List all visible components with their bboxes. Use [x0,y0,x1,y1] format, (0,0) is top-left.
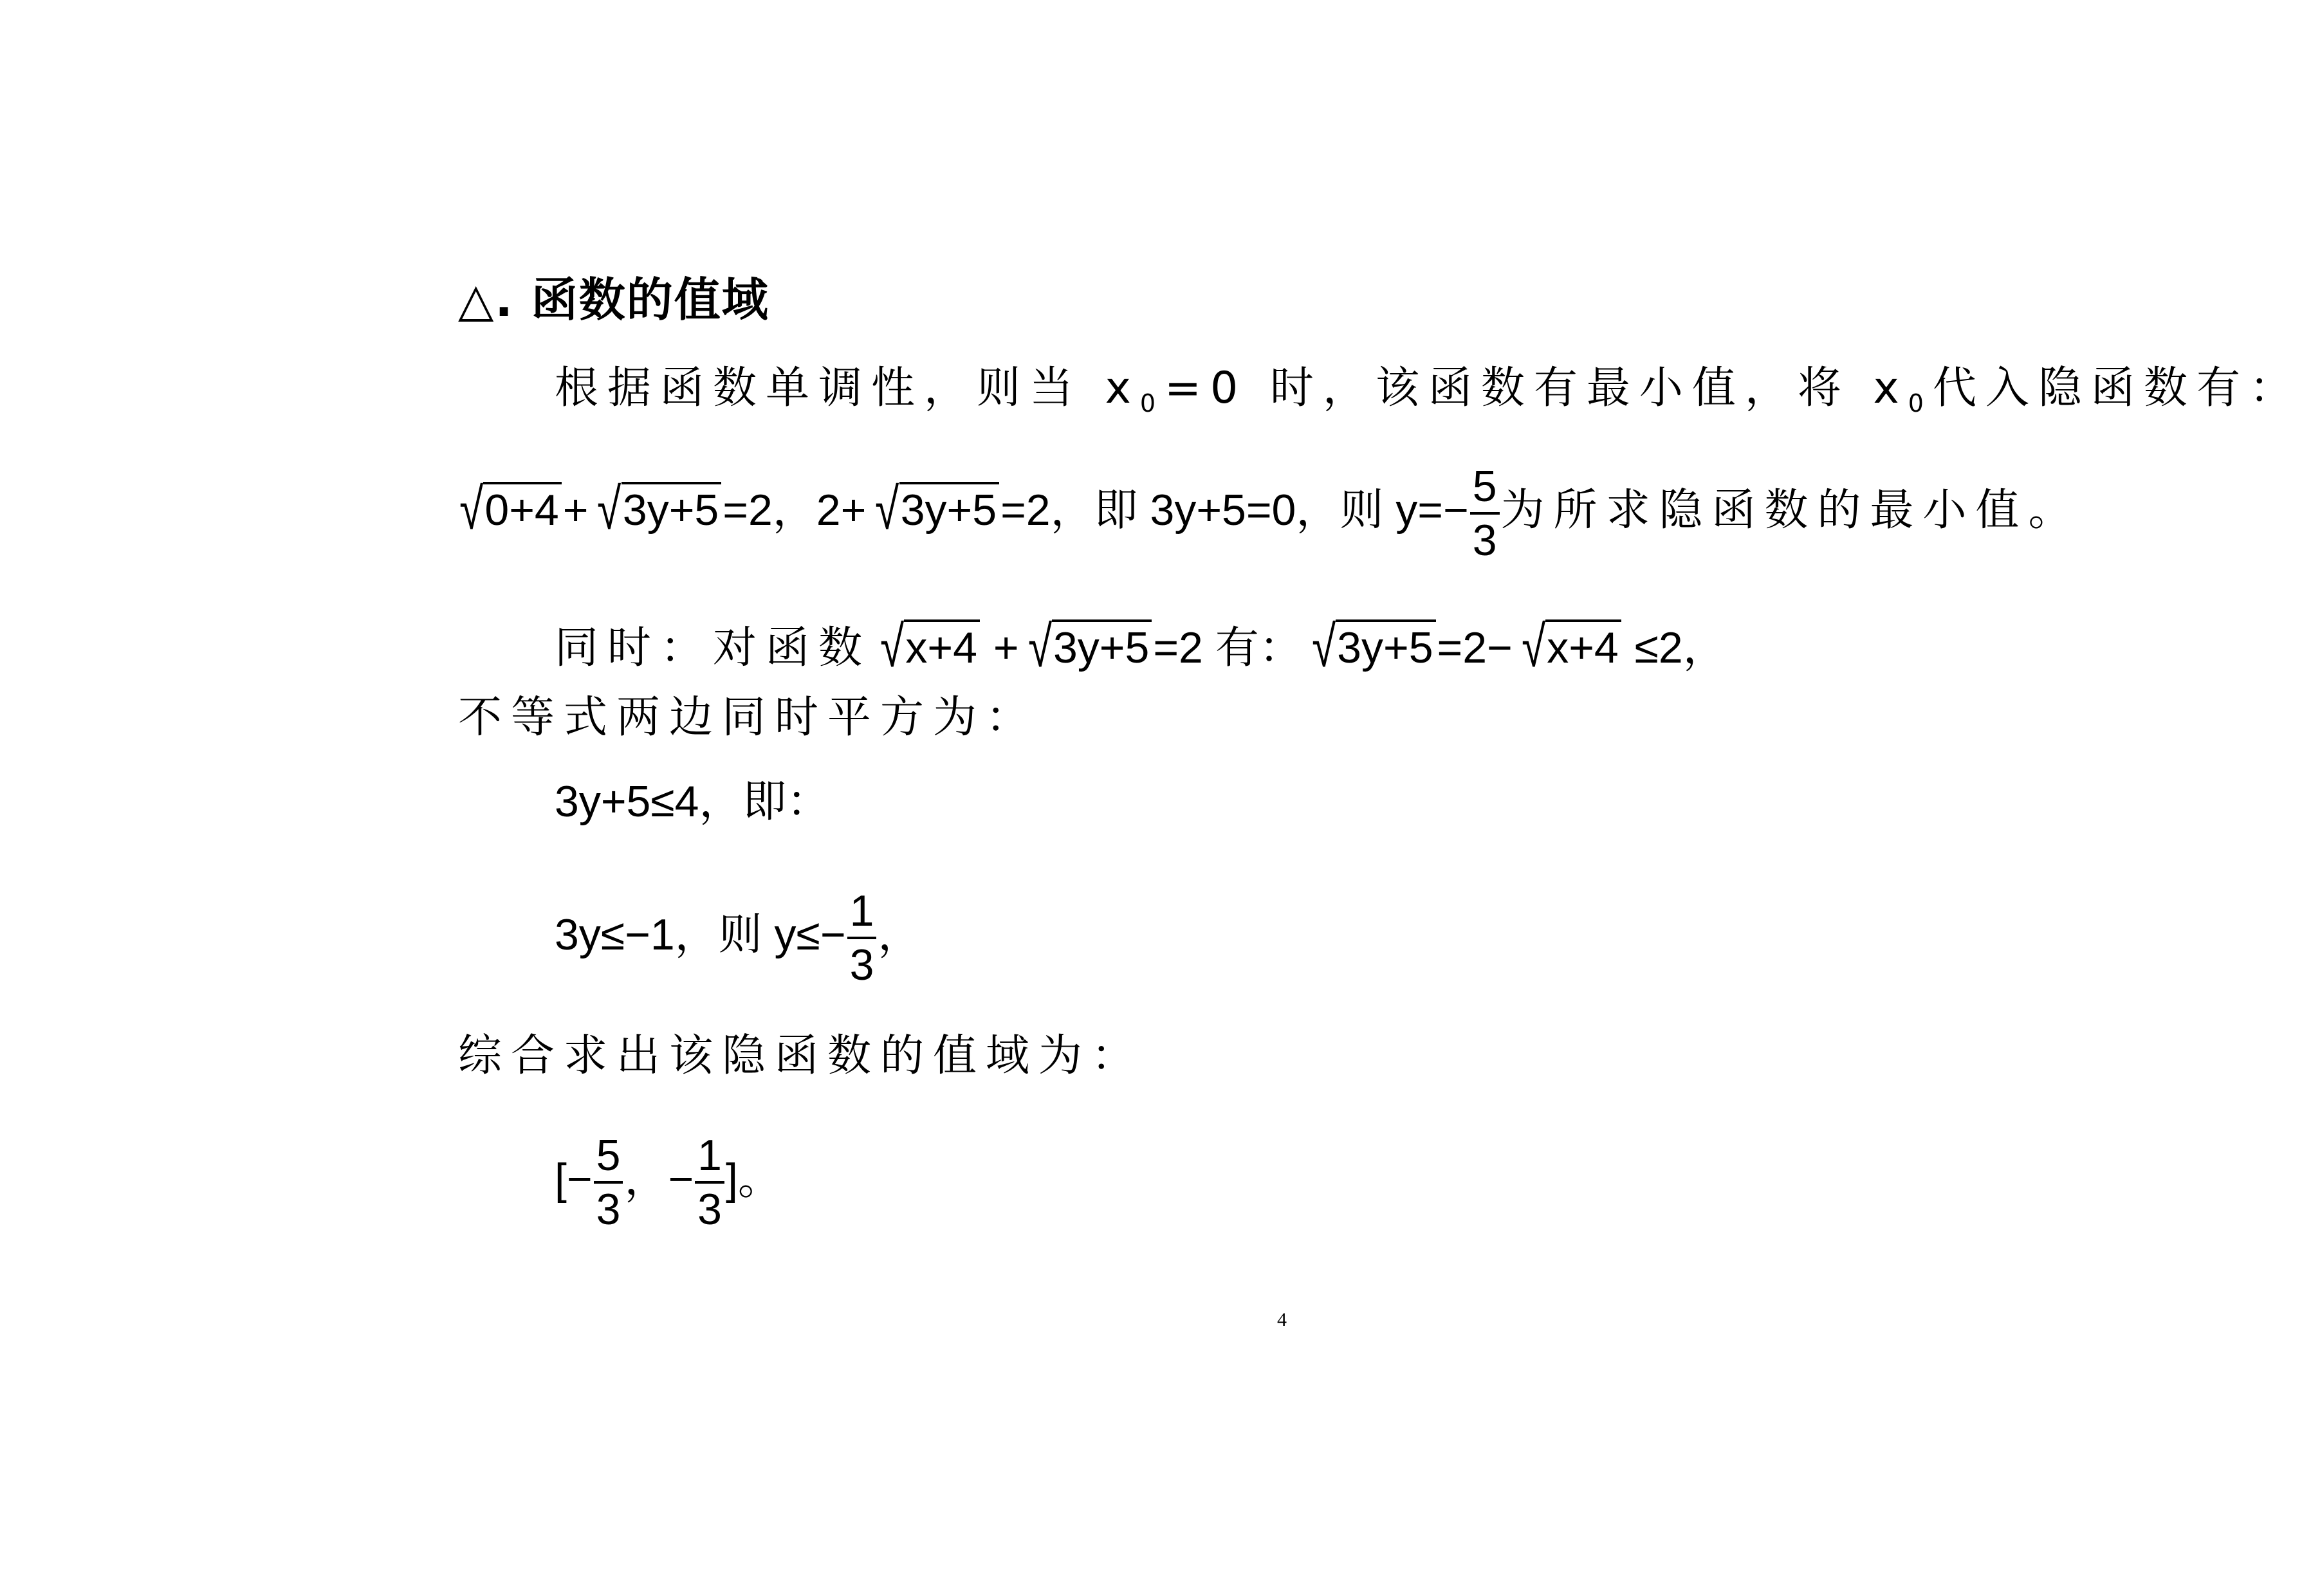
paragraph-conclusion: 综合求出该隐函数的值域为： [458,1031,1145,1081]
equation-squared: 3y+5≤4，即： [555,777,831,826]
triangle-icon: △ [458,273,495,327]
range-result: [− $\frac{5}{3}$ ，− $\frac{1}{3}$ ]。 [555,1131,782,1234]
sqrt-expression: √3y+5 [593,477,721,535]
sqrt-expression: √3y+5 [871,477,999,535]
equation-upper-bound: 3y≤−1，则 y≤− $\frac{1}{3}$ ， [555,886,922,989]
sqrt-expression: √3y+5 [1024,614,1152,672]
page-number: 4 [1277,1309,1287,1330]
fraction: $\frac{1}{3}$ [695,1133,724,1231]
sqrt-expression: √x+4 [1518,614,1621,672]
fraction: $\frac{1}{3}$ [847,889,877,987]
paragraph-monotonicity: 根据函数单调性，则当 $x_0=0$ 时，该函数有最小值，将 $x_0$代入隐函数有： [555,363,2302,417]
fraction: $\frac{5}{3}$ [1470,464,1500,562]
equation-minimum: √0+4+ √3y+5=2，2+ √3y+5=2，即 3y+5=0，则 y=− $\frac{5}{3}$ 为所求隐函数的最小值。 [450,464,2081,562]
heading-text: . 函数的值域 [495,273,769,327]
sqrt-expression: √3y+5 [1308,614,1436,672]
sqrt-expression: √0+4 [456,477,562,535]
sqrt-expression: √x+4 [876,614,980,672]
equation-inequality: 同时：对函数 √x+4 + √3y+5=2 有： √3y+5=2− √x+4 ≤2， [555,615,1727,679]
paragraph-square-both-sides: 不等式两边同时平方为： [458,692,1039,743]
fraction: $\frac{5}{3}$ [594,1133,623,1231]
section-heading [458,273,769,327]
